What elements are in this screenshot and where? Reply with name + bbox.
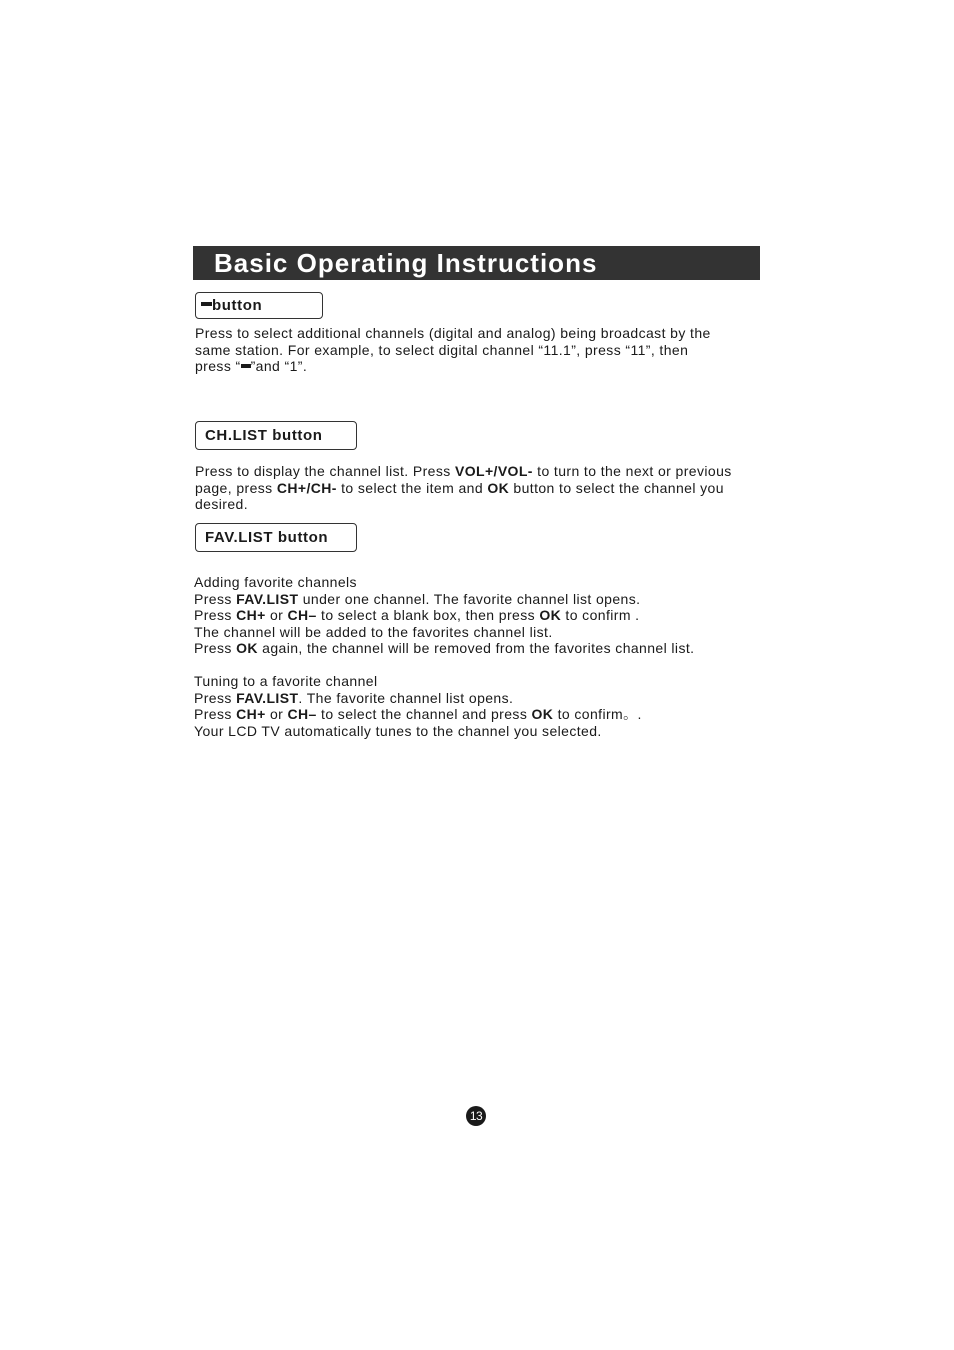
chlist-text-line-1: Press to display the channel list. Press VOL+/VOL- to turn to the next or previous [195,463,732,479]
dash-button-label-text: button [212,297,263,314]
page-number: 13 [466,1106,486,1126]
adding-line-1: Press FAV.LIST under one channel. The favorite channel list opens. [194,590,641,607]
adding-line-2: Press CH+ or CH– to select a blank box, then press OK to confirm . [194,607,640,623]
dash-icon [201,302,212,306]
tuning-line-1: Press FAV.LIST. The favorite channel list opens. [194,689,514,706]
tuning-line-3: Your LCD TV automatically tunes to the channel you selected. [194,722,602,739]
chlist-text-line-2: page, press CH+/CH- to select the item and OK button to select the channel you [195,479,724,496]
favlist-button-label-text: FAV.LIST button [205,529,329,546]
adding-heading: Adding favorite channels [194,574,357,590]
tuning-line-2: Press CH+ or CH– to select the channel and press OK to confirm。. [194,706,642,722]
dash-text-line-1: Press to select additional channels (digital and analog) being broadcast by the [195,325,711,341]
dash-description [195,325,765,375]
favlist-description [194,574,774,739]
adding-line-3: The channel will be added to the favorites channel list. [194,623,553,640]
adding-line-4: Press OK again, the channel will be removed from the favorites channel list. [194,640,695,656]
dash-text-line-3: press “ ”and “1”. [195,358,308,374]
dash-inline-icon [241,364,251,368]
dash-button-label [195,292,323,319]
page-title: Basic Operating Instructions [214,248,598,278]
chlist-text-line-3: desired. [195,496,249,512]
chlist-description [195,463,765,513]
chlist-button-label [195,421,357,450]
tuning-heading: Tuning to a favorite channel [194,673,378,689]
chlist-button-label-text: CH.LIST button [205,427,323,444]
dash-text-line-2: same station. For example, to select digital channel “11.1”, press “11”, then [195,341,689,358]
title-bar [193,246,760,280]
favlist-button-label [195,523,357,552]
